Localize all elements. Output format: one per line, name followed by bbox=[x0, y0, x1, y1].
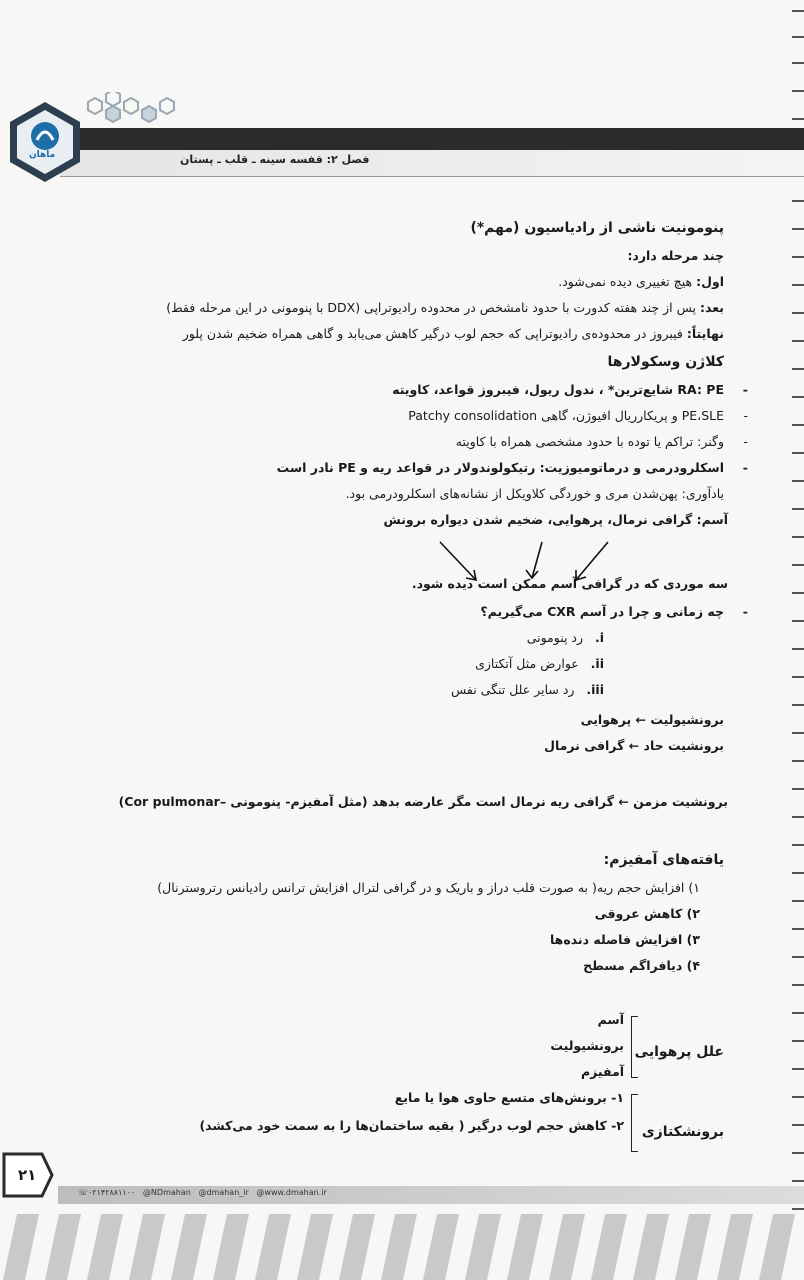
text-line: اول: هیچ تغییری دیده نمی‌شود. bbox=[558, 274, 724, 289]
phone: ☏۰۲۱۴۲۸۸۱۱۰۰ bbox=[78, 1188, 136, 1197]
list-item: آسم bbox=[597, 1012, 624, 1027]
list-item: ۲- کاهش حجم لوب درگیر ( بقیه ساختمان‌ها را به سمت خود می‌کشد) bbox=[199, 1118, 624, 1133]
hyperinflation-label: علل پرهوایی bbox=[634, 1044, 724, 1060]
instagram: @dmahan_ir bbox=[198, 1188, 249, 1197]
page-edge-marks bbox=[788, 0, 804, 1240]
list-item: - وگنر: تراکم یا توده با حدود مشخصی همراه با کاویته bbox=[456, 434, 724, 449]
list-item: i. رد پنومونی bbox=[526, 630, 604, 645]
list-item: ۳) افزایش فاصله دنده‌ها bbox=[549, 932, 700, 947]
hexagon-pattern-icon bbox=[78, 92, 188, 132]
chapter-title: فصل ۲: قفسه سینه ـ قلب ـ پستان bbox=[180, 153, 370, 166]
list-item: ۲) کاهش عروقی bbox=[594, 906, 700, 921]
header-subbar bbox=[60, 150, 804, 177]
list-item: برونشیولیت bbox=[550, 1038, 624, 1053]
list-item: ۴) دیافراگم مسطح bbox=[583, 958, 700, 973]
list-item: - RA: PE شایع‌ترین* ، ندول ریول، فیبروز قواعد، کاویته bbox=[392, 382, 724, 397]
text-line: بعد: پس از چند هفته کدورت با حدود نامشخص در محدوده رادیوتراپی (DDX با پنومونی در این مرحله فقط) bbox=[166, 300, 724, 315]
subsection-title: یافته‌های آمفیزم: bbox=[603, 852, 724, 868]
brace bbox=[631, 1016, 638, 1078]
list-item: ii. عوارض مثل آتکتازی bbox=[475, 656, 604, 671]
text-line: برونشیت مزمن ← گرافی ریه نرمال است مگر عارضه بدهد (مثل آمفیزم- پنومونی –Cor pulmonar) bbox=[118, 794, 728, 809]
list-item: آمفیزم bbox=[580, 1064, 624, 1079]
brace bbox=[631, 1094, 638, 1152]
logo bbox=[8, 100, 82, 184]
text-line: برونشیت حاد ← گرافی نرمال bbox=[544, 738, 724, 753]
page-number: ۲۱ bbox=[18, 1166, 37, 1184]
arrows-icon bbox=[420, 540, 620, 590]
list-item: - اسکلرودرمی و درماتومیوزیت: رتیکولوندولار در قواعد ریه و PE نادر است bbox=[277, 460, 724, 475]
list-item: iii. رد سایر علل تنگی نفس bbox=[450, 682, 604, 697]
list-item: ۱) افزایش حجم ریه( به صورت قلب دراز و باریک و در گرافی لترال افزایش ترانس رادیانس رتروسترنال) bbox=[157, 880, 700, 895]
text-line: آسم: گرافی نرمال، پرهوایی، ضخیم شدن دیواره برونش bbox=[383, 512, 728, 527]
website: @www.dmahan.ir bbox=[256, 1188, 327, 1197]
text-line: نهایتاً: فیبروز در محدوده‌ی رادیوتراپی که حجم لوب درگیر کاهش می‌یابد و گاهی همراه ضخیم شدن پلور bbox=[182, 326, 724, 341]
text-line: سه موردی که در گرافی آسم ممکن است دیده شود. bbox=[411, 576, 728, 591]
text-line: برونشیولیت ← پرهوایی bbox=[580, 712, 724, 727]
bronchiectasis-label: برونشکتازی bbox=[641, 1124, 724, 1140]
telegram: @NDmahan bbox=[142, 1188, 191, 1197]
list-item: ۱- برونش‌های متسع حاوی هوا یا مایع bbox=[394, 1090, 624, 1105]
text-line: چند مرحله دارد: bbox=[627, 248, 724, 263]
list-item: - PE،SLE و پریکارریال افیوژن، گاهی Patchy consolidation bbox=[408, 408, 724, 423]
text-line: یادآوری: پهن‌شدن مری و خوردگی کلاویکل از نشانه‌های اسکلرودرمی بود. bbox=[345, 486, 724, 501]
logo-text: ماهان bbox=[29, 150, 56, 160]
section-title: پنومونیت ناشی از رادیاسیون (مهم*) bbox=[470, 220, 724, 236]
footer-contacts bbox=[78, 1188, 327, 1197]
list-item: - چه زمانی و چرا در آسم CXR می‌گیریم؟ bbox=[480, 604, 724, 619]
subsection-title: کلاژن وسکولارها bbox=[607, 354, 724, 370]
